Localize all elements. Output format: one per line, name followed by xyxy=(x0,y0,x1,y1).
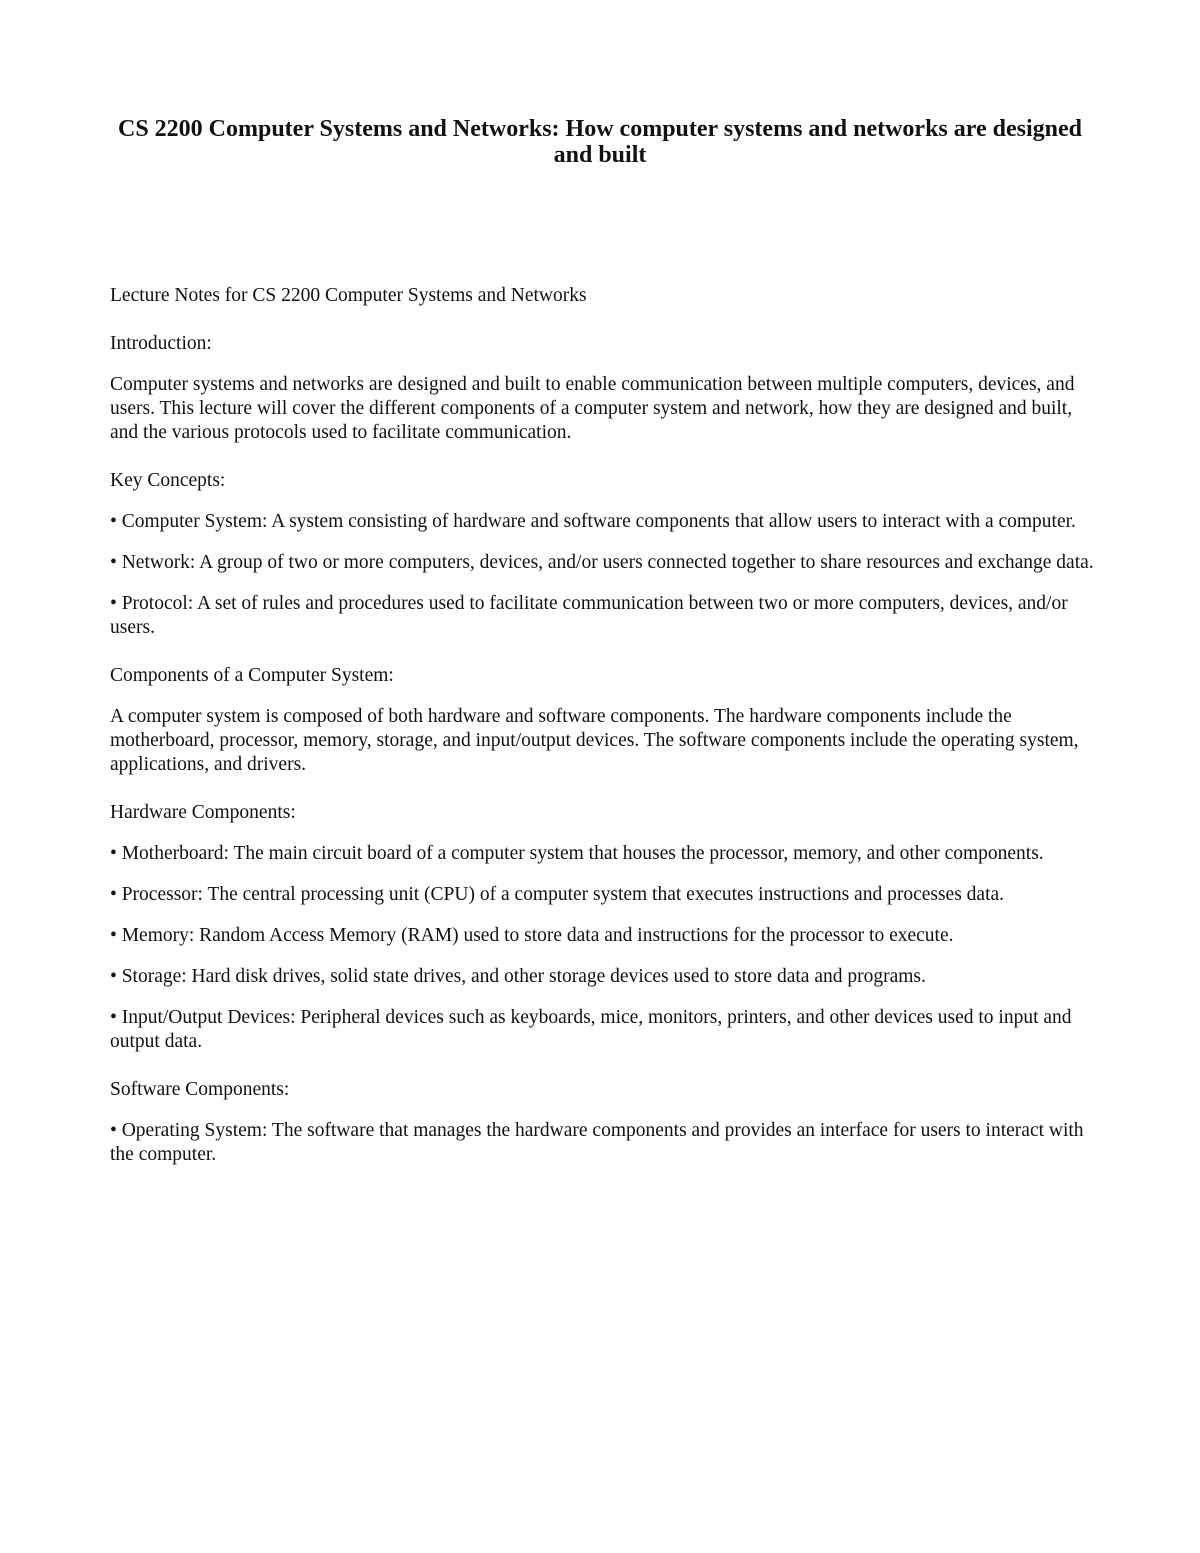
key-concept-item: • Computer System: A system consisting of hardware and software components that allow users to interact with a computer. xyxy=(110,511,1076,532)
hardware-heading: Hardware Components: xyxy=(110,802,296,823)
software-item: • Operating System: The software that manages the hardware components and provides an interface for users to interact with the computer. xyxy=(110,1120,1084,1165)
components-heading: Components of a Computer System: xyxy=(110,665,394,686)
document-subtitle: Lecture Notes for CS 2200 Computer Systems and Networks xyxy=(110,285,587,306)
introduction-text: Computer systems and networks are designed and built to enable communication between multiple computers, devices, and users. This lecture will cover the different components of a computer system and network, how they are designed and built, and the various protocols used to facilitate communication. xyxy=(110,374,1075,443)
hardware-item: • Processor: The central processing unit (CPU) of a computer system that executes instructions and processes data. xyxy=(110,884,1005,905)
introduction-heading: Introduction: xyxy=(110,333,212,354)
hardware-item: • Motherboard: The main circuit board of a computer system that houses the processor, memory, and other components. xyxy=(110,843,1044,864)
software-heading: Software Components: xyxy=(110,1079,290,1100)
document-body xyxy=(110,284,1095,1184)
hardware-item: • Input/Output Devices: Peripheral devices such as keyboards, mice, monitors, printers, and other devices used to input and output data. xyxy=(110,1007,1072,1052)
document-title: CS 2200 Computer Systems and Networks: How computer systems and networks are designed and built xyxy=(117,116,1082,168)
key-concepts-heading: Key Concepts: xyxy=(110,470,226,491)
key-concept-item: • Protocol: A set of rules and procedures used to facilitate communication between two or more computers, devices, and/or users. xyxy=(110,593,1068,638)
components-text: A computer system is composed of both hardware and software components. The hardware components include the motherboard, processor, memory, storage, and input/output devices. The software components include the operating system, applications, and drivers. xyxy=(110,706,1079,775)
hardware-item: • Memory: Random Access Memory (RAM) used to store data and instructions for the processor to execute. xyxy=(110,925,954,946)
key-concept-item: • Network: A group of two or more computers, devices, and/or users connected together to share resources and exchange data. xyxy=(110,552,1094,573)
hardware-item: • Storage: Hard disk drives, solid state drives, and other storage devices used to store data and programs. xyxy=(110,966,926,987)
